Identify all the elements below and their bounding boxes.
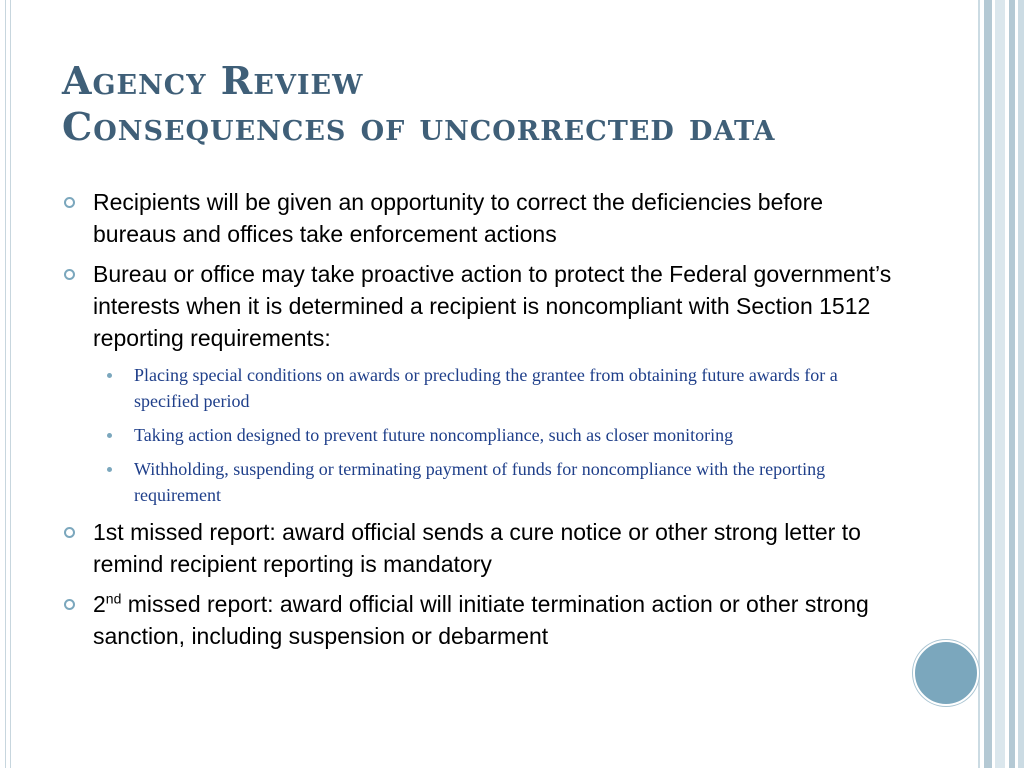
- bullet-list: [62, 186, 902, 660]
- decorative-circle: [913, 640, 979, 706]
- ordinal-number: 2: [93, 591, 106, 617]
- right-decor-stripe: [1009, 0, 1015, 768]
- title-line-1: Agency Review: [62, 58, 364, 103]
- dot-bullet-icon: [107, 433, 112, 438]
- slide-title: [62, 58, 942, 150]
- bullet-item: [62, 588, 902, 652]
- right-decor-stripe: [1018, 0, 1024, 768]
- left-border-line: [10, 0, 11, 768]
- bullet-item: [62, 258, 902, 354]
- bullet-item: [62, 186, 902, 250]
- sub-bullet-text: Placing special conditions on awards or precluding the grantee from obtaining future awards for a specified period: [134, 365, 838, 411]
- dot-bullet-icon: [107, 467, 112, 472]
- dot-bullet-icon: [107, 373, 112, 378]
- right-decor-stripe: [984, 0, 992, 768]
- sub-bullet-text: Taking action designed to prevent future noncompliance, such as closer monitoring: [134, 425, 734, 445]
- ordinal-suffix: nd: [105, 590, 122, 607]
- sub-bullet-item: [62, 456, 902, 508]
- ring-bullet-icon: [64, 269, 75, 280]
- bullet-text: Recipients will be given an opportunity to correct the deficiencies before bureaus and offices take enforcement actions: [93, 189, 824, 247]
- title-line-2: Consequences of uncorrected data: [62, 104, 776, 149]
- sub-bullet-text: Withholding, suspending or terminating payment of funds for noncompliance with the reporting requirement: [134, 459, 826, 505]
- bullet-text: Bureau or office may take proactive action to protect the Federal government’s interests when it is determined a recipient is noncompliant with Section 1512 reporting requirements:: [93, 261, 892, 351]
- sub-bullet-item: [62, 422, 902, 448]
- left-border-line: [5, 0, 6, 768]
- ring-bullet-icon: [64, 599, 75, 610]
- ring-bullet-icon: [64, 527, 75, 538]
- bullet-text: 1st missed report: award official sends a cure notice or other strong letter to remind recipient reporting is mandatory: [93, 519, 861, 577]
- right-decor-stripe: [995, 0, 1005, 768]
- bullet-item: [62, 516, 902, 580]
- ring-bullet-icon: [64, 197, 75, 208]
- sub-bullet-item: [62, 362, 902, 414]
- right-decor-stripe: [978, 0, 980, 768]
- bullet-text: missed report: award official will initiate termination action or other strong sanction, including suspension or debarment: [93, 591, 869, 649]
